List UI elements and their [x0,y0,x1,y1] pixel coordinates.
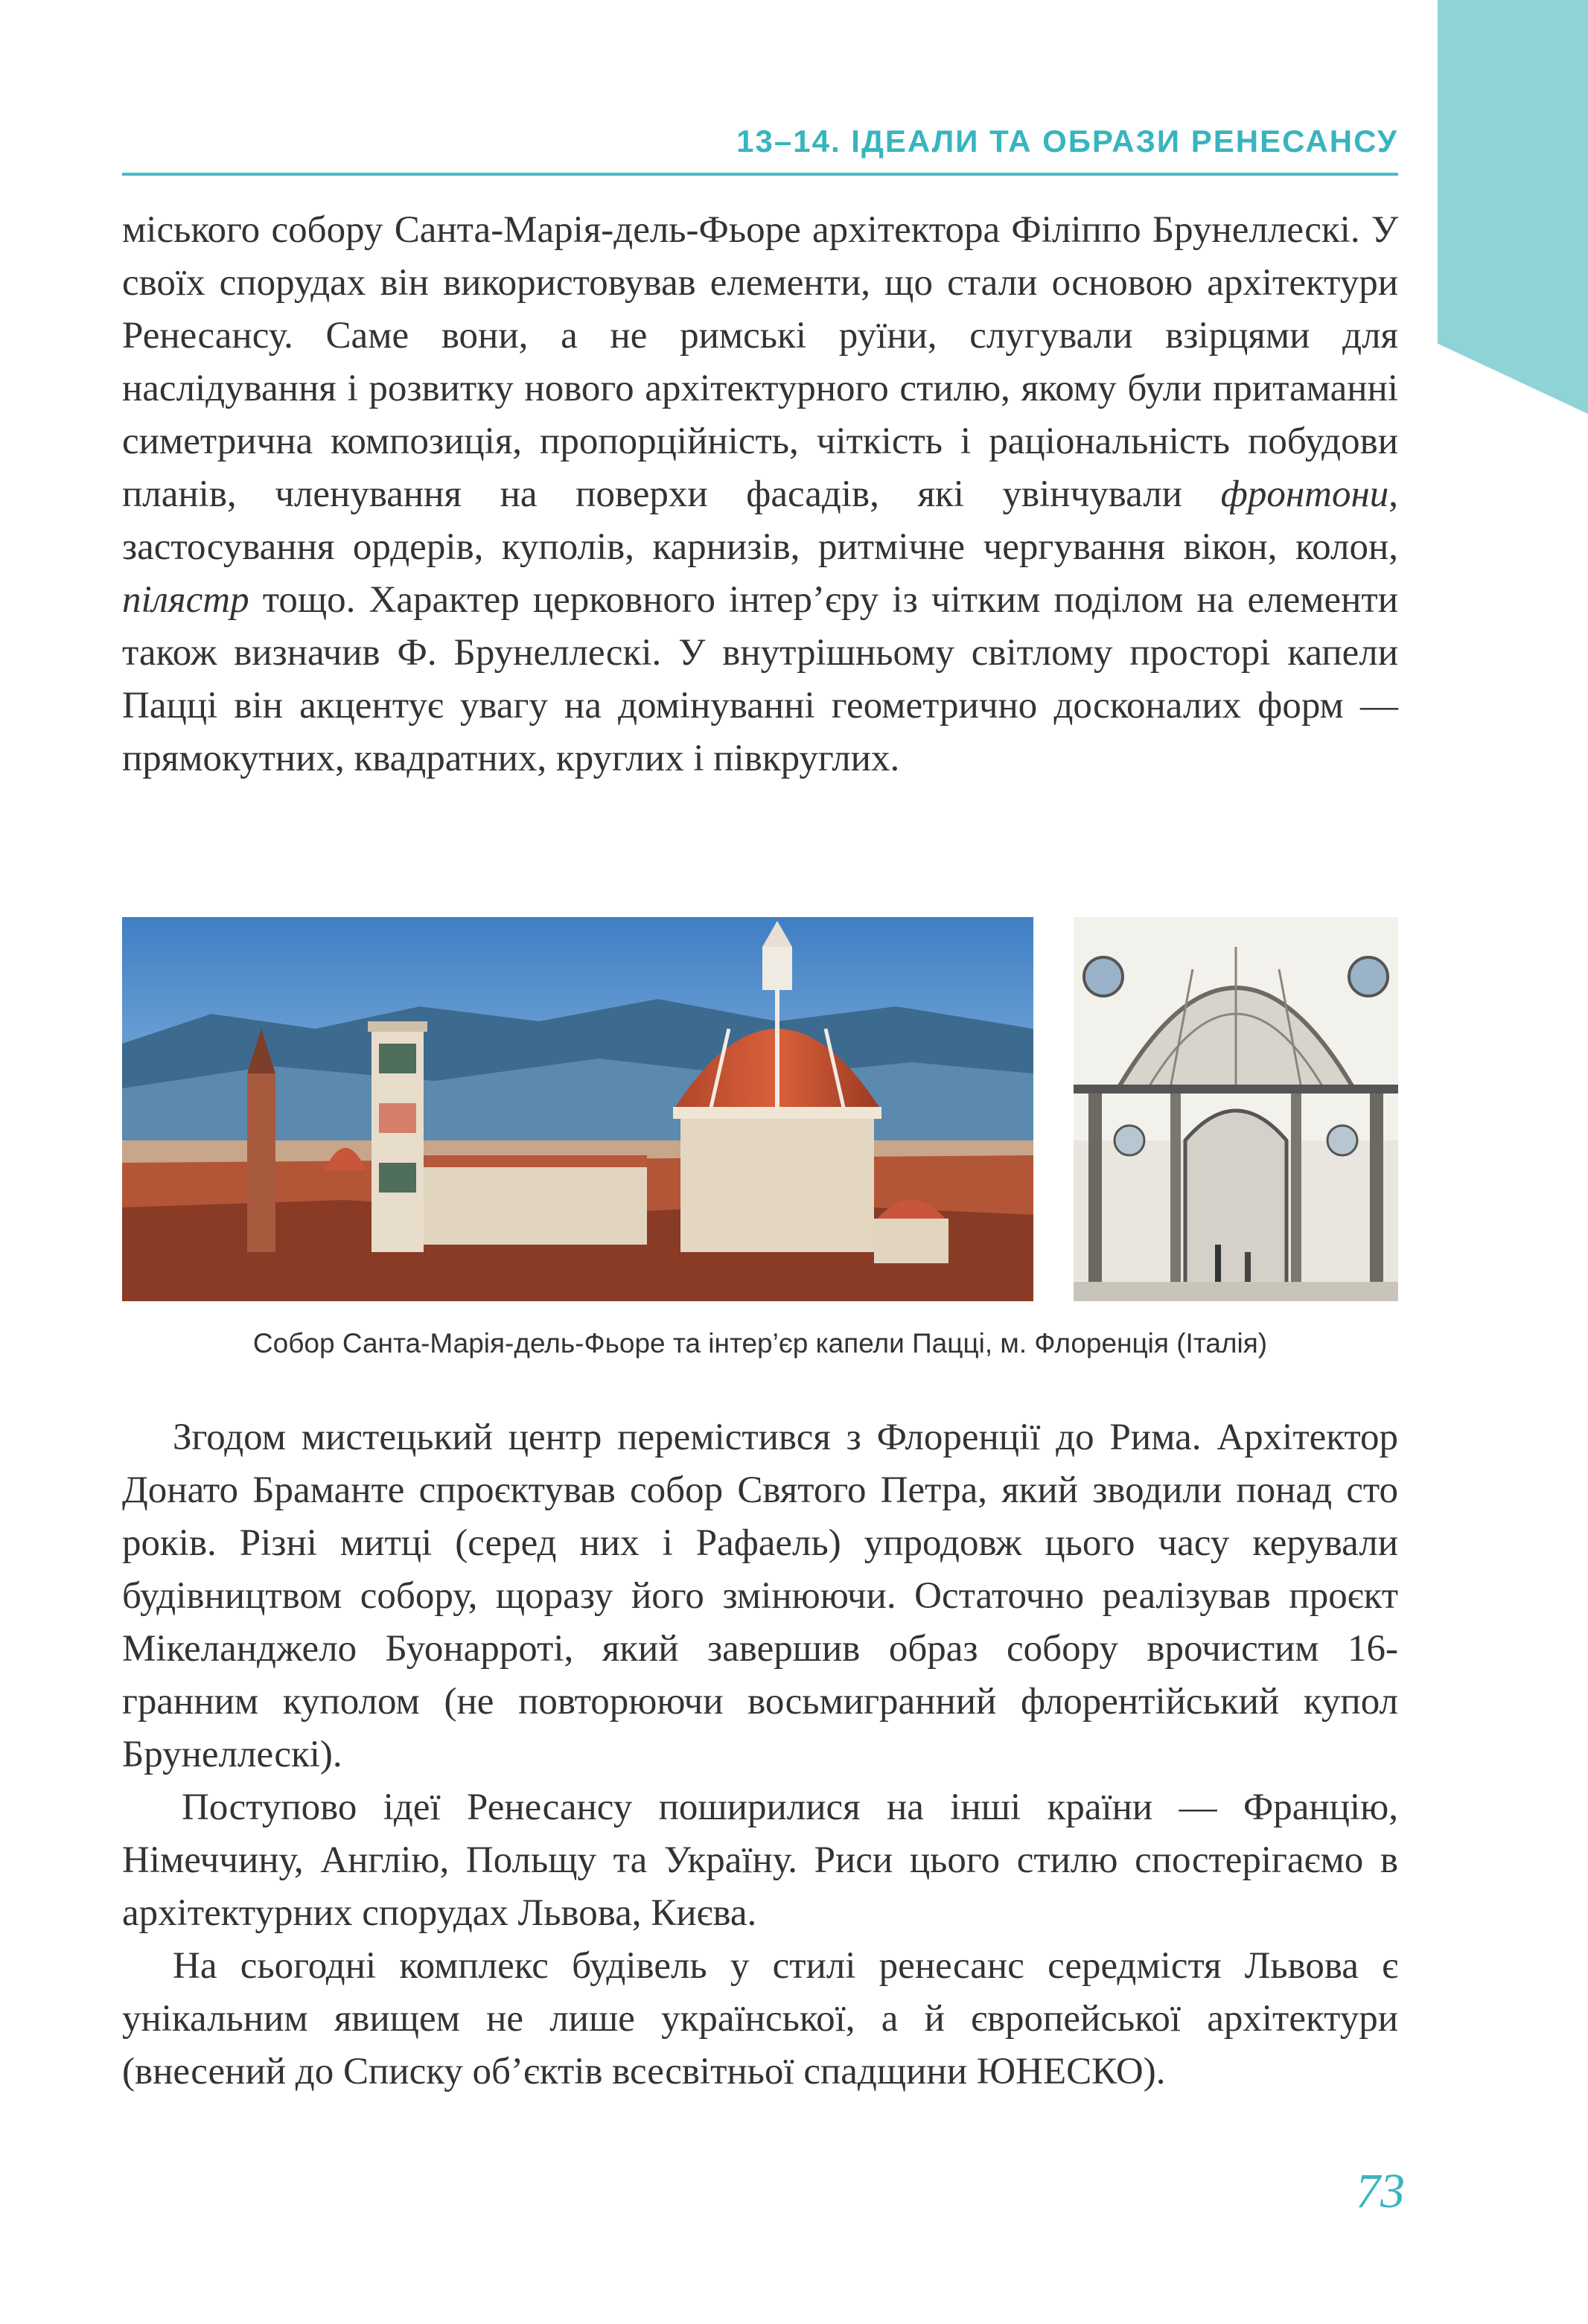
term-frontony: фронтони [1220,473,1389,515]
section-header: 13–14. ІДЕАЛИ ТА ОБРАЗИ РЕНЕСАНСУ [736,124,1398,159]
paragraph: Згодом мистецький центр перемістився з Флоренції до Рима. Архітектор Донато Браманте спроєктував собор Святого Петра, який зводили понад сто років. Різні митці (серед них і Рафаель) упродовж цього часу керували будівництвом собору, щоразу його змінюючи. Остаточно реалізував проєкт Мікеланджело Буонарроті, який завершив образ собору врочистим 16-гранним куполом (не повторюючи восьмигранний флорентійський купол Брунеллескі). [122,1417,1398,1775]
header-divider [122,173,1398,176]
paragraph: Поступово ідеї Ренесансу поширилися на інші країни — Францію, Німеччину, Англію, Польщу та Україну. Риси цього стилю спостерігаємо в архітектурних спорудах Львова, Києва. [122,1787,1398,1934]
page-number: 73 [1356,2164,1405,2218]
chapel-interior-photo [1074,917,1398,1301]
paragraph-text: тощо. Характер церковного інтер’єру із чітким поділом на елементи також визначив Ф. Брунеллескі. У внутрішньому світлому просторі капели Пацці він акцентує увагу на домінуванні геометрично досконалих форм — прямокутних, квадратних, круглих і півкруглих. [122,579,1398,779]
term-pilyastr: пілястр [122,579,249,621]
cathedral-photo [122,917,1033,1301]
paragraph-text: , застосування ордерів, куполів, карнизів, ритмічне чергування вікон, колон, [122,473,1398,568]
chapter-tab-decoration [1438,0,1588,414]
paragraph-text: міського собору Санта-Марія-дель-Фьоре архітектора Філіппо Брунеллескі. У своїх спорудах він використовував елементи, що стали основою архітектури Ренесансу. Саме вони, а не римські руїни, слугували взірцями для наслідування і розвитку нового архітектурного стилю, якому були притаманні симетрична композиція, пропорційність, чіткість і раціональність побудови планів, членування на поверхи фасадів, які увінчували [122,209,1398,515]
intro-paragraph [122,204,1398,785]
figure-caption: Собор Санта-Марія-дель-Фьоре та інтер’єр капели Пацці, м. Флоренція (Італія) [252,1328,1268,1359]
body-paragraphs [122,1411,1398,2098]
paragraph: На сьогодні комплекс будівель у стилі ренесанс середмістя Львова є унікальним явищем не лише української, а й європейської архітектури (внесений до Списку об’єктів всесвітньої спадщини ЮНЕСКО). [122,1945,1398,2092]
